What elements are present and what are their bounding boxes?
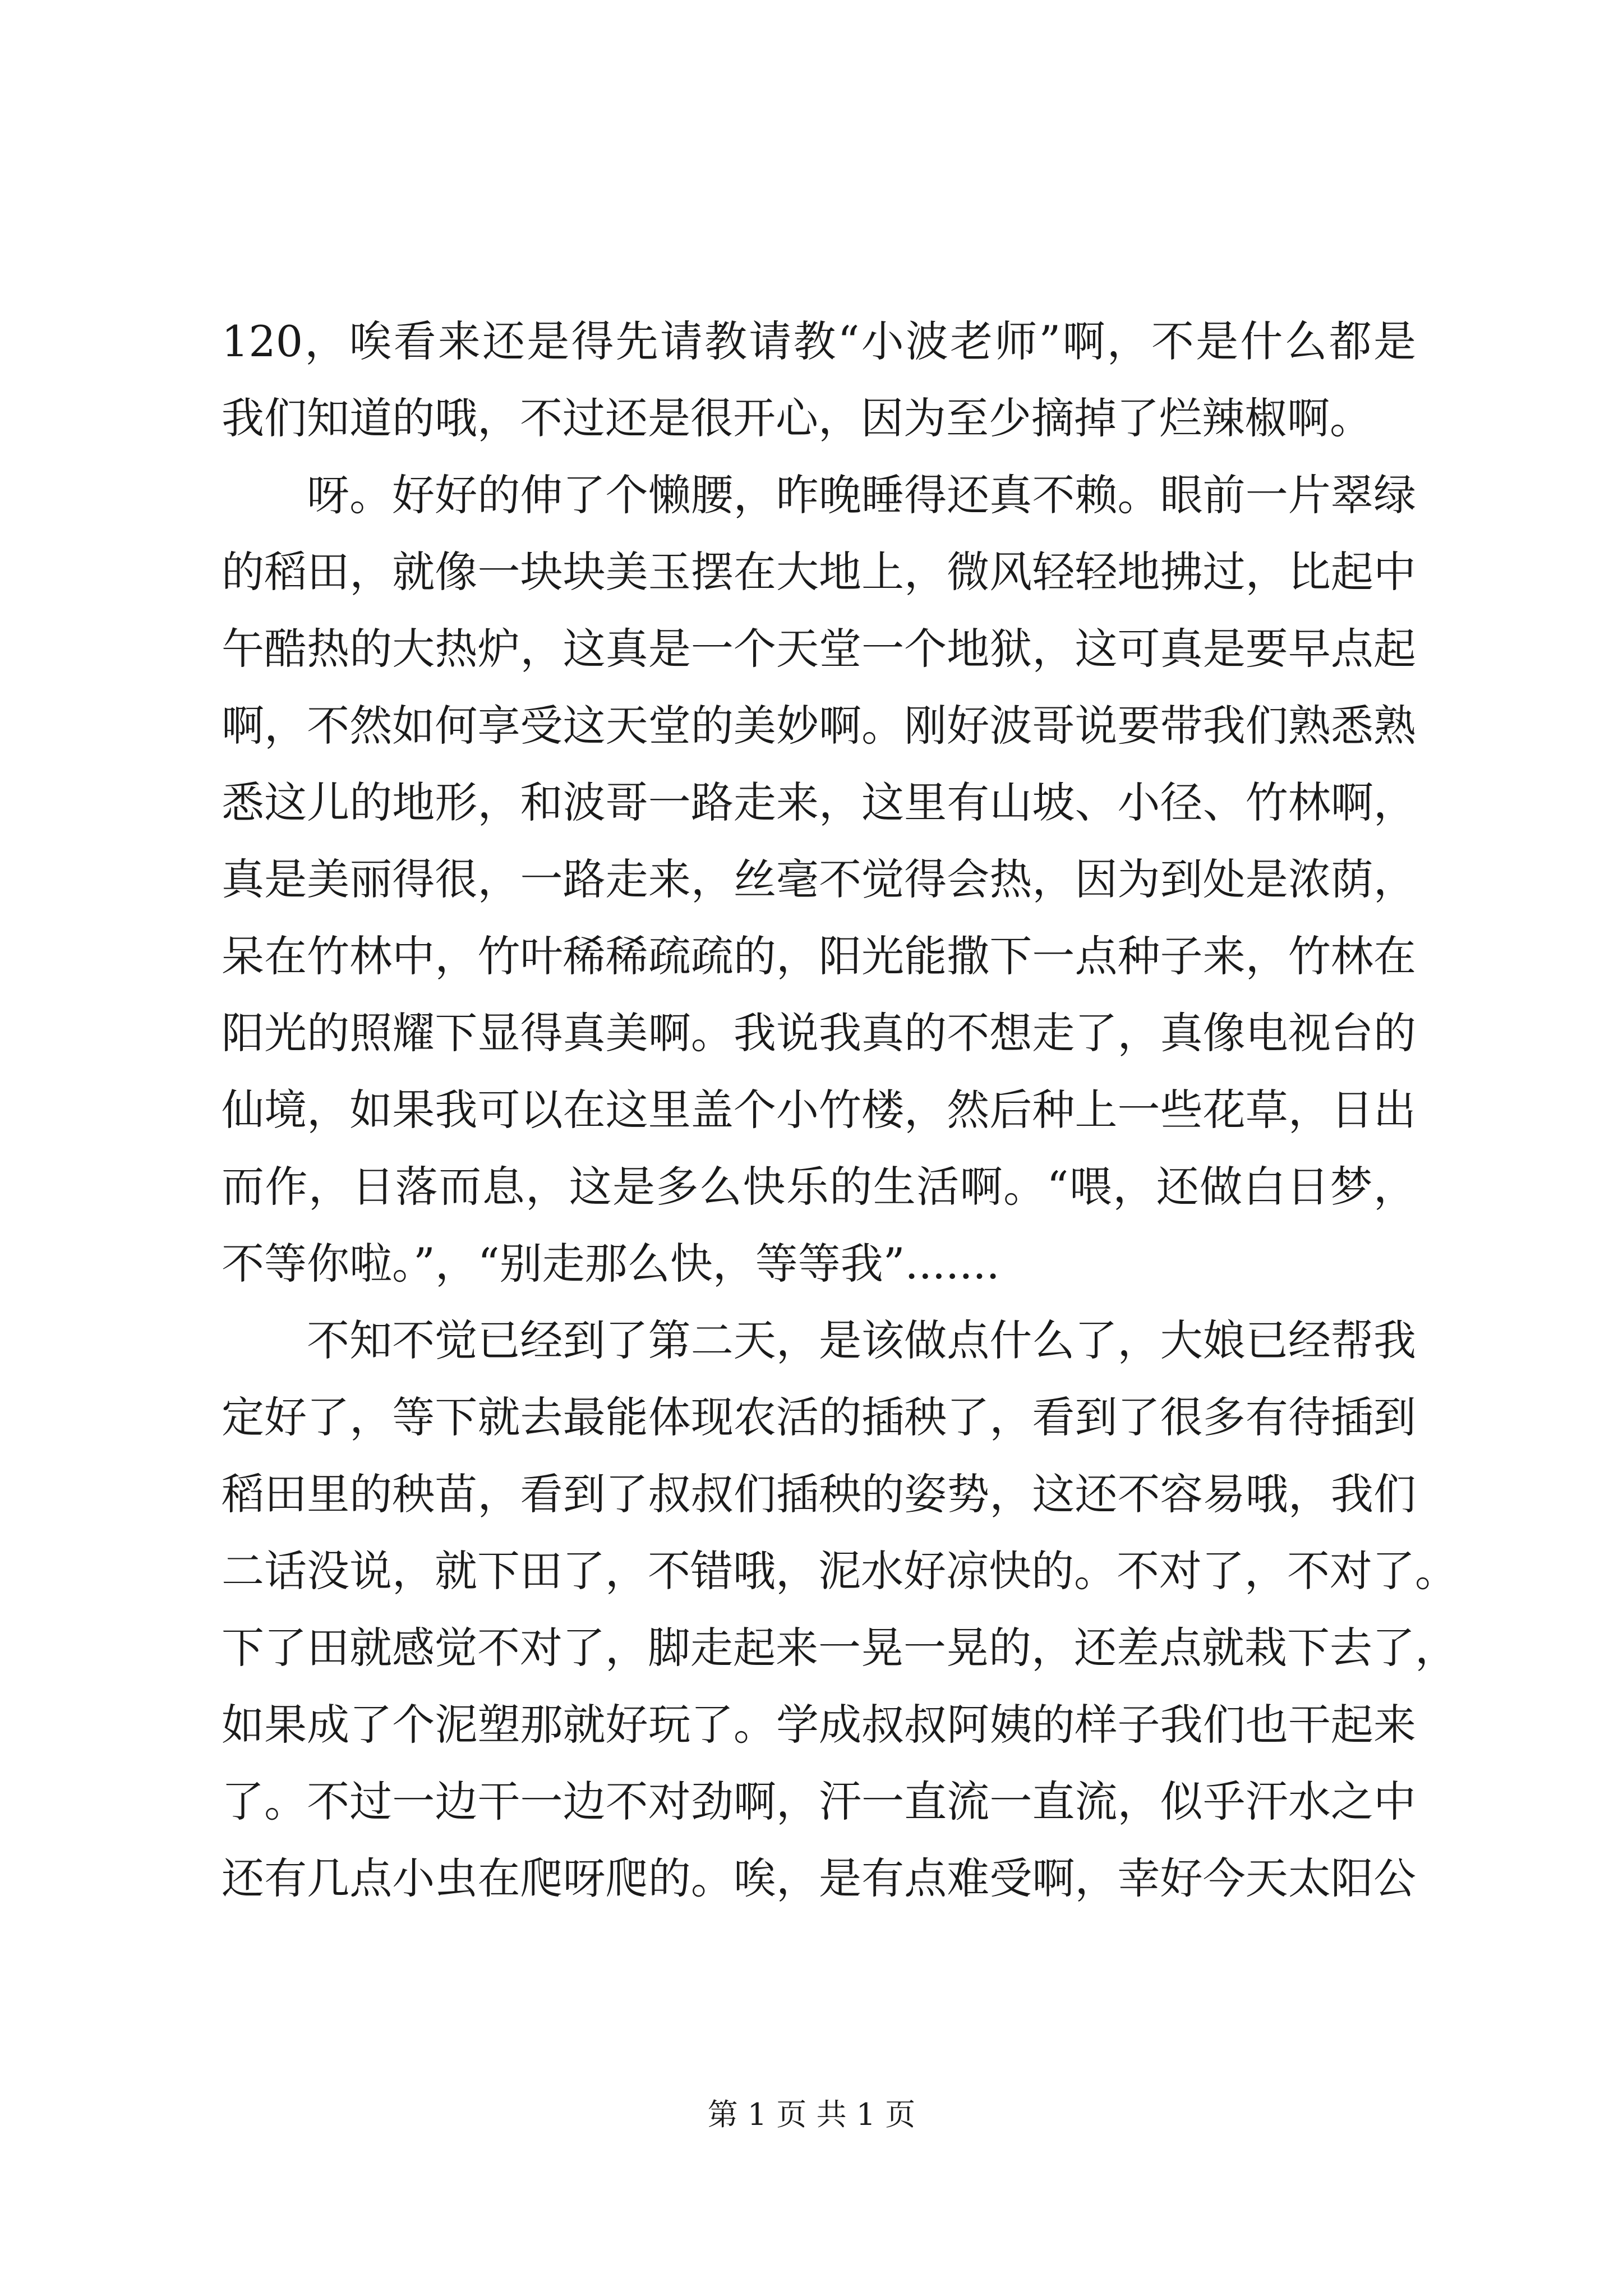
- body-text: [222, 303, 1458, 1917]
- text-line: 不知不觉已经到了第二天，是该做点什么了，大娘已经帮我: [307, 1315, 1416, 1365]
- text-line: 我们知道的哦，不过还是很开心，因为至少摘掉了烂辣椒啊。: [222, 393, 1372, 443]
- text-line: 真是美丽得很，一路走来，丝毫不觉得会热，因为到处是浓荫，: [222, 854, 1416, 904]
- text-line: 呀。好好的伸了个懒腰，昨晚睡得还真不赖。眼前一片翠绿: [307, 470, 1416, 520]
- text-line: 不等你啦。”，“别走那么快，等等我”.......: [222, 1239, 1000, 1289]
- text-line: 二话没说，就下田了，不错哦，泥水好凉快的。不对了，不对了。: [222, 1546, 1458, 1596]
- text-line: 定好了，等下就去最能体现农活的插秧了，看到了很多有待插到: [222, 1392, 1416, 1442]
- text-line: 仙境，如果我可以在这里盖个小竹楼，然后种上一些花草，日出: [222, 1085, 1416, 1135]
- text-line: 稻田里的秧苗，看到了叔叔们插秧的姿势，这还不容易哦，我们: [222, 1469, 1416, 1519]
- text-line: 如果成了个泥塑那就好玩了。学成叔叔阿姨的样子我们也干起来: [222, 1700, 1416, 1750]
- text-line: 了。不过一边干一边不对劲啊，汗一直流一直流，似乎汗水之中: [222, 1777, 1416, 1826]
- text-line: 120，唉看来还是得先请教请教“小波老师”啊，不是什么都是: [222, 316, 1416, 366]
- page-number-label: 第 1 页 共 1 页: [707, 2097, 916, 2132]
- text-line: 下了田就感觉不对了，脚走起来一晃一晃的，还差点就栽下去了，: [222, 1623, 1458, 1673]
- text-line: 呆在竹林中，竹叶稀稀疏疏的，阳光能撒下一点种子来，竹林在: [222, 931, 1416, 981]
- text-line: 阳光的照耀下显得真美啊。我说我真的不想走了，真像电视台的: [222, 1008, 1416, 1058]
- page-footer: [0, 2095, 1623, 2134]
- text-line: 午酷热的大热炉，这真是一个天堂一个地狱，这可真是要早点起: [222, 624, 1416, 674]
- text-line: 而作，日落而息，这是多么快乐的生活啊。“喂，还做白日梦，: [222, 1162, 1416, 1212]
- text-line: 悉这儿的地形，和波哥一路走来，这里有山坡、小径、竹林啊，: [222, 777, 1416, 827]
- text-line: 的稻田，就像一块块美玉摆在大地上，微风轻轻地拂过，比起中: [222, 547, 1416, 597]
- text-line: 啊，不然如何享受这天堂的美妙啊。刚好波哥说要带我们熟悉熟: [222, 701, 1416, 751]
- text-line: 还有几点小虫在爬呀爬的。唉，是有点难受啊，幸好今天太阳公: [222, 1853, 1416, 1903]
